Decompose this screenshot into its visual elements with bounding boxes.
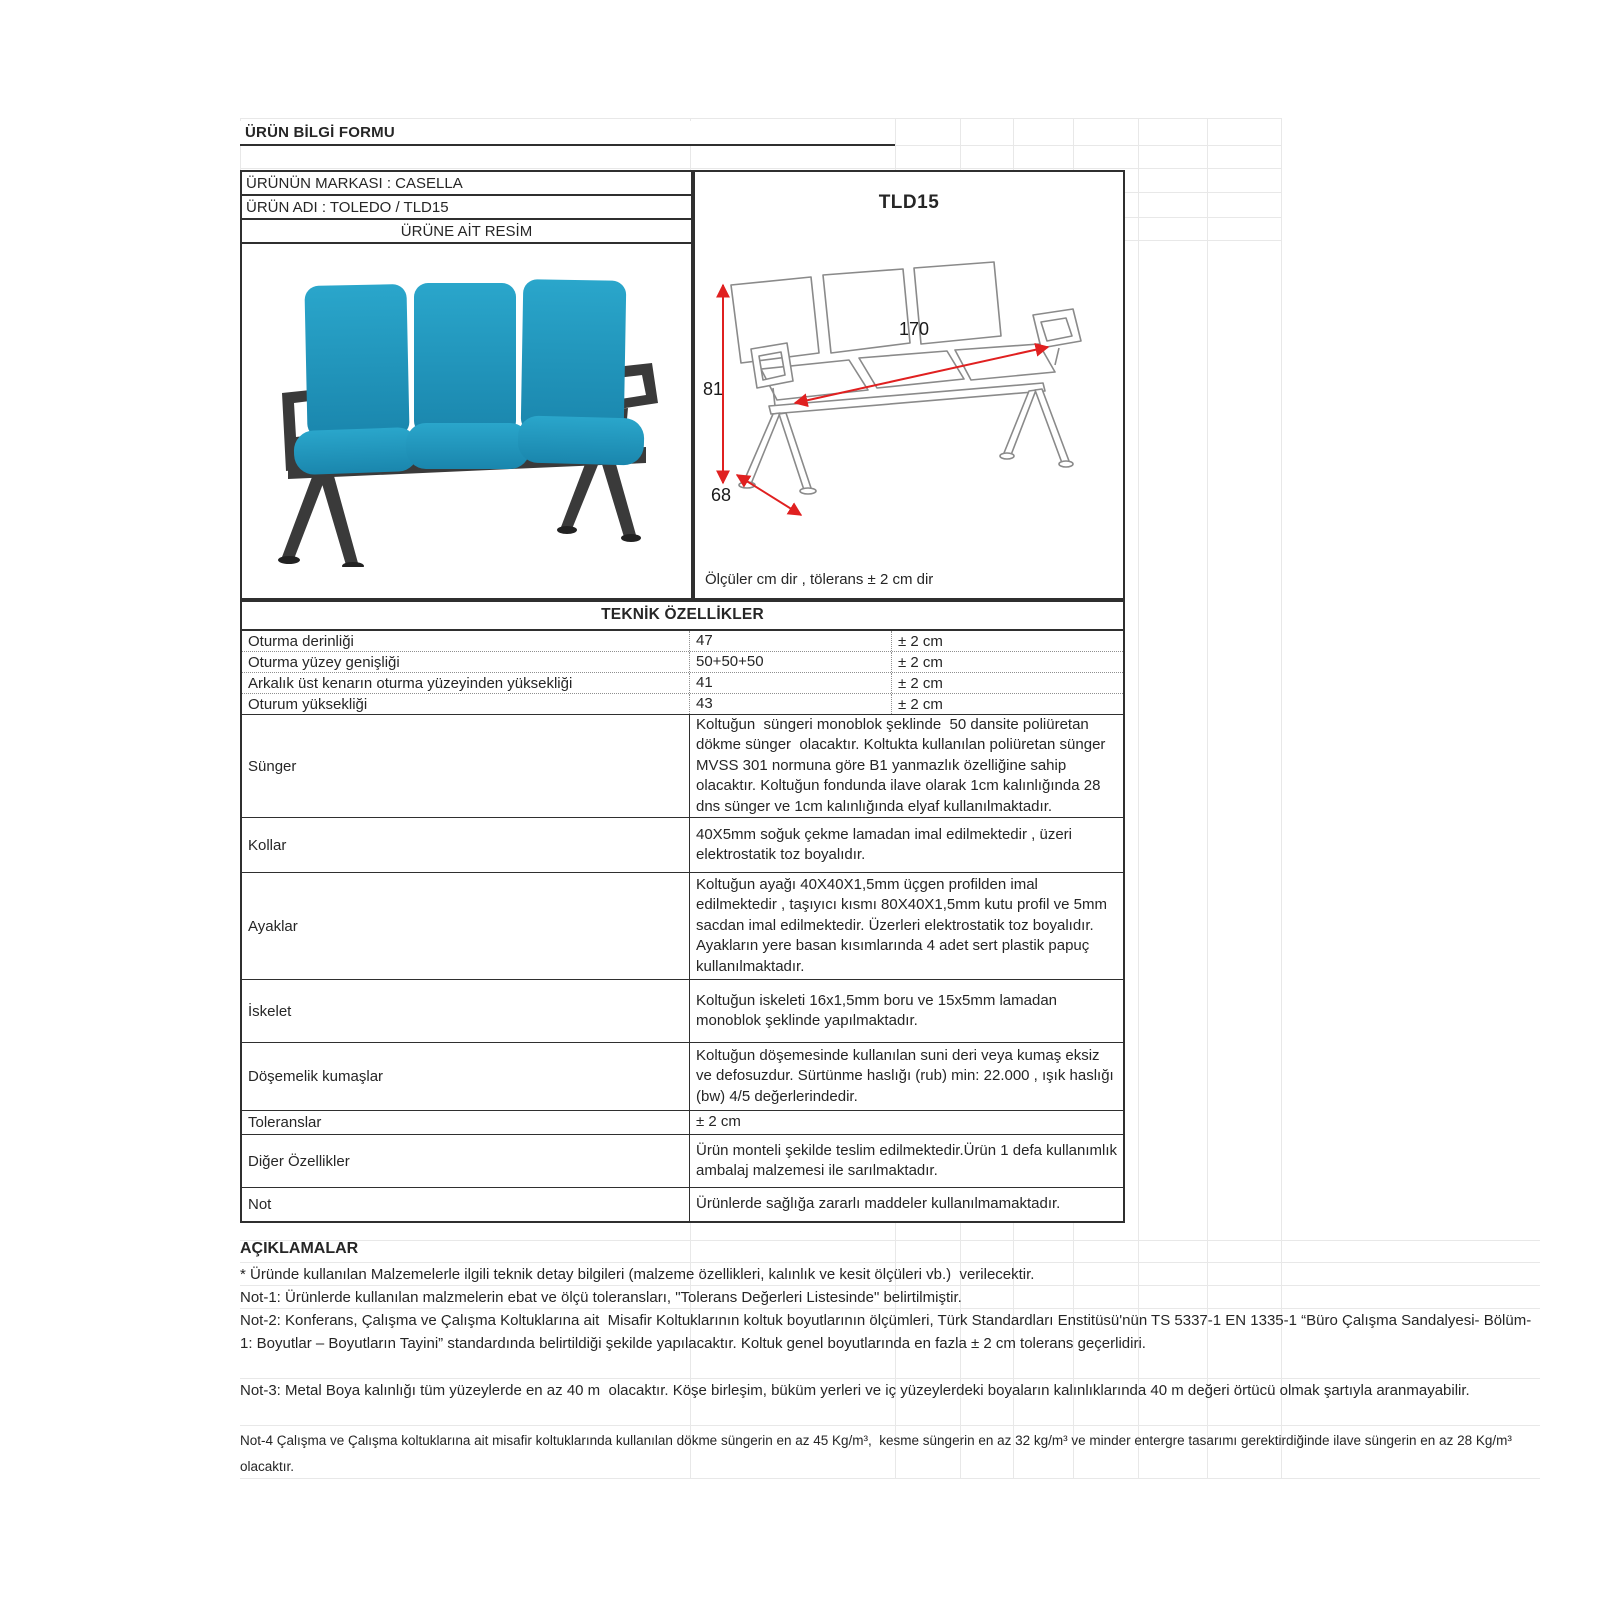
spec-tolerance: ± 2 cm (898, 632, 943, 650)
dim-depth-label: 68 (711, 485, 732, 505)
remarks-header: AÇIKLAMALAR (240, 1240, 359, 1257)
spec-value: Koltuğun ayağı 40X40X1,5mm üçgen profilden imal edilmektedir , taşıyıcı kısmı 80X40X1,5mm kutu profil ve 5mm sacdan imal edilmektedir. Üzerleri elektrostatik toz boyalıdır. Ayakların yere basan kısımlarında 4 adet sert plastik papuç kullanılmaktadır. (696, 875, 1112, 975)
spec-value: 41 (690, 673, 892, 693)
dim-width-label: 170 (899, 319, 930, 339)
table-row (242, 1111, 1123, 1135)
product-name-row: ÜRÜN ADI : TOLEDO / TLD15 (242, 196, 691, 220)
remark-item: Not-4 Çalışma ve Çalışma koltuklarına ait misafir koltuklarında kullanılan dökme süngerin en az 45 Kg/m³, kesme süngerin en az 32 kg/m³ ve minder entergre tasarımı gerektirdiğinde ilave süngerin en az 28 Kg/m³ olacaktır. (240, 1433, 1516, 1474)
bench-photo-illustration (254, 267, 679, 567)
spec-value: 50+50+50 (690, 652, 892, 672)
spec-value: 40X5mm soğuk çekme lamadan imal edilmektedir , üzeri elektrostatik toz boyalıdır. (696, 825, 1077, 863)
spec-label: Oturma yüzey genişliği (242, 652, 690, 672)
spec-label: Döşemelik kumaşlar (242, 1043, 690, 1110)
spec-label: Kollar (242, 818, 690, 872)
spec-tolerance: ± 2 cm (898, 653, 943, 671)
drawing-units-note: Ölçüler cm dir , tölerans ± 2 cm dir (705, 571, 934, 588)
table-row (242, 631, 1123, 652)
table-row (242, 715, 1123, 818)
table-row (242, 1188, 1123, 1221)
product-info-box (240, 170, 693, 600)
image-section-header: ÜRÜNE AİT RESİM (242, 220, 691, 244)
spec-label: İskelet (242, 980, 690, 1042)
table-row (242, 694, 1123, 715)
spec-value: ± 2 cm (696, 1113, 741, 1131)
spec-value: Koltuğun iskeleti 16x1,5mm boru ve 15x5mm lamadan monoblok şeklinde yapılmaktadır. (696, 991, 1062, 1029)
spec-tolerance: ± 2 cm (898, 674, 943, 692)
table-row (242, 652, 1123, 673)
brand-row: ÜRÜNÜN MARKASI : CASELLA (242, 172, 691, 196)
drawing-model-title: TLD15 (878, 192, 940, 213)
technical-drawing (703, 238, 1118, 538)
remark-item: Not-3: Metal Boya kalınlığı tüm yüzeylerde en az 40 m olacaktır. Köşe birleşim, büküm yerleri ve iç yüzeylerdeki boyaların kalınlıklarında 40 m değeri örtücü olmak şartıyla aranmayabilir. (240, 1382, 1470, 1399)
spec-label: Arkalık üst kenarın oturma yüzeyinden yüksekliği (242, 673, 690, 693)
spec-label: Diğer Özellikler (242, 1135, 690, 1187)
remark-item: * Üründe kullanılan Malzemelerle ilgili teknik detay bilgileri (malzeme özellikleri, kalınlık ve kesit ölçüleri vb.) verilecektir. (240, 1266, 1035, 1283)
specs-table-header: TEKNİK ÖZELLİKLER (242, 602, 1123, 631)
grid-line (240, 1425, 1540, 1426)
spec-value: Ürünlerde sağlığa zararlı maddeler kullanılmamaktadır. (696, 1195, 1061, 1213)
remark-item: Not-1: Ürünlerde kullanılan malzmelerin ebat ve ölçü toleransları, "Tolerans Değerleri Listesinde" belirtilmiştir. (240, 1289, 962, 1306)
bench-line-drawing (703, 238, 1118, 538)
table-row (242, 873, 1123, 980)
spec-label: Oturum yüksekliği (242, 694, 690, 714)
spec-value: 43 (690, 694, 892, 714)
table-row (242, 980, 1123, 1043)
spec-tolerance: ± 2 cm (898, 695, 943, 713)
technical-drawing-box (693, 170, 1125, 600)
table-row (242, 673, 1123, 694)
product-photo (254, 267, 679, 567)
table-row (242, 1135, 1123, 1188)
table-row (242, 818, 1123, 873)
spec-value: Koltuğun döşemesinde kullanılan suni deri veya kumaş eksiz ve defosuzdur. Sürtünme haslığı (rub) min: 22.000 , ışık haslığı (bw) 4/5 değerlerindedir. (696, 1046, 1118, 1105)
dim-height-label: 81 (703, 379, 724, 399)
spec-label: Not (242, 1188, 690, 1221)
spec-value: Koltuğun süngeri monoblok şeklinde 50 dansite poliüretan dökme sünger olacaktır. Koltukta kullanılan poliüretan sünger MVSS 301 normuna göre B1 yanmazlık özelliğine sahip olacaktır. Koltuğun fondunda ilave olarak 1cm kalınlığında 28 dns sünger ve 1cm kalınlığında elyaf kullanılmaktadır. (696, 715, 1110, 815)
spec-label: Sünger (242, 715, 690, 817)
specs-table (240, 600, 1125, 1223)
spec-label: Toleranslar (242, 1111, 690, 1134)
table-row (242, 1043, 1123, 1111)
grid-line (240, 118, 1281, 119)
grid-line (240, 168, 1281, 169)
spec-value: 47 (690, 631, 892, 651)
spec-label: Ayaklar (242, 873, 690, 979)
page-title: ÜRÜN BİLGİ FORMU (240, 121, 895, 146)
spec-value: Ürün monteli şekilde teslim edilmektedir.Ürün 1 defa kullanımlık ambalaj malzemesi ile sarılmaktadır. (696, 1141, 1122, 1179)
grid-line (240, 1240, 1540, 1241)
spec-label: Oturma derinliği (242, 631, 690, 651)
depth-dimension-arrow (737, 475, 801, 515)
remark-item: Not-2: Konferans, Çalışma ve Çalışma Koltuklarına ait Misafir Koltuklarının koltuk boyutlarının ölçümleri, Türk Standardları Enstitüsü'nün TS 5337-1 EN 1335-1 “Büro Çalışma Sandalyesi- Bölüm-1: Boyutlar – Boyutların Tayini” standardında belirtildiği şekilde yapılacaktır. Koltuk genel boyutlarında en fazla ± 2 cm tolerans geçerlidiri. (240, 1312, 1532, 1352)
